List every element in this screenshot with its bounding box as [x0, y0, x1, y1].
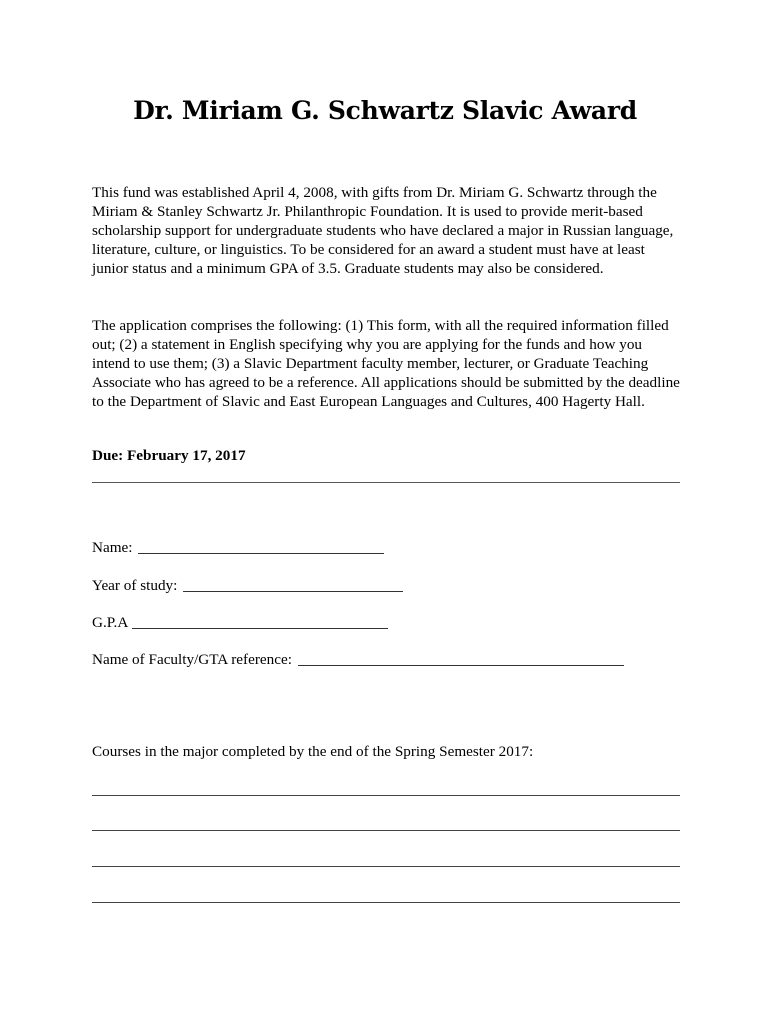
year-label: Year of study: [92, 577, 178, 594]
year-field-row [92, 573, 403, 595]
reference-input[interactable] [298, 649, 624, 666]
name-label: Name: [92, 539, 133, 556]
courses-label: Courses in the major completed by the end of the Spring Semester 2017: [92, 743, 534, 760]
course-line-4[interactable] [92, 902, 680, 903]
requirements-paragraph: The application comprises the following: (1) This form, with all the required information filled out; (2) a statement in English specifying why you are applying for the funds and how you intend to use them; (3) a Slavic Department faculty member, lecturer, or Graduate Teaching Associate who has agreed to be a reference. All applications should be submitted by the deadline to the Department of Slavic and East European Languages and Cultures, 400 Hagerty Hall. [92, 317, 680, 410]
gpa-input[interactable] [132, 612, 388, 629]
intro-paragraph: This fund was established April 4, 2008, with gifts from Dr. Miriam G. Schwartz through the Miriam & Stanley Schwartz Jr. Philanthropic Foundation. It is used to provide merit-based scholarship support for undergraduate students who have declared a major in Russian language, literature, culture, or linguistics. To be considered for an award a student must have at least junior status and a minimum GPA of 3.5. Graduate students may also be considered. [92, 184, 674, 277]
course-line-2[interactable] [92, 830, 680, 831]
section-divider [92, 482, 680, 483]
reference-label: Name of Faculty/GTA reference: [92, 651, 292, 668]
year-input[interactable] [183, 575, 403, 592]
course-line-1[interactable] [92, 795, 680, 796]
gpa-label: G.P.A [92, 614, 129, 631]
gpa-field-row [92, 610, 388, 632]
page-title: Dr. Miriam G. Schwartz Slavic Award [133, 96, 637, 125]
name-input[interactable] [138, 537, 384, 554]
due-date: Due: February 17, 2017 [92, 447, 246, 464]
course-line-3[interactable] [92, 866, 680, 867]
reference-field-row [92, 647, 624, 669]
name-field-row [92, 535, 384, 557]
